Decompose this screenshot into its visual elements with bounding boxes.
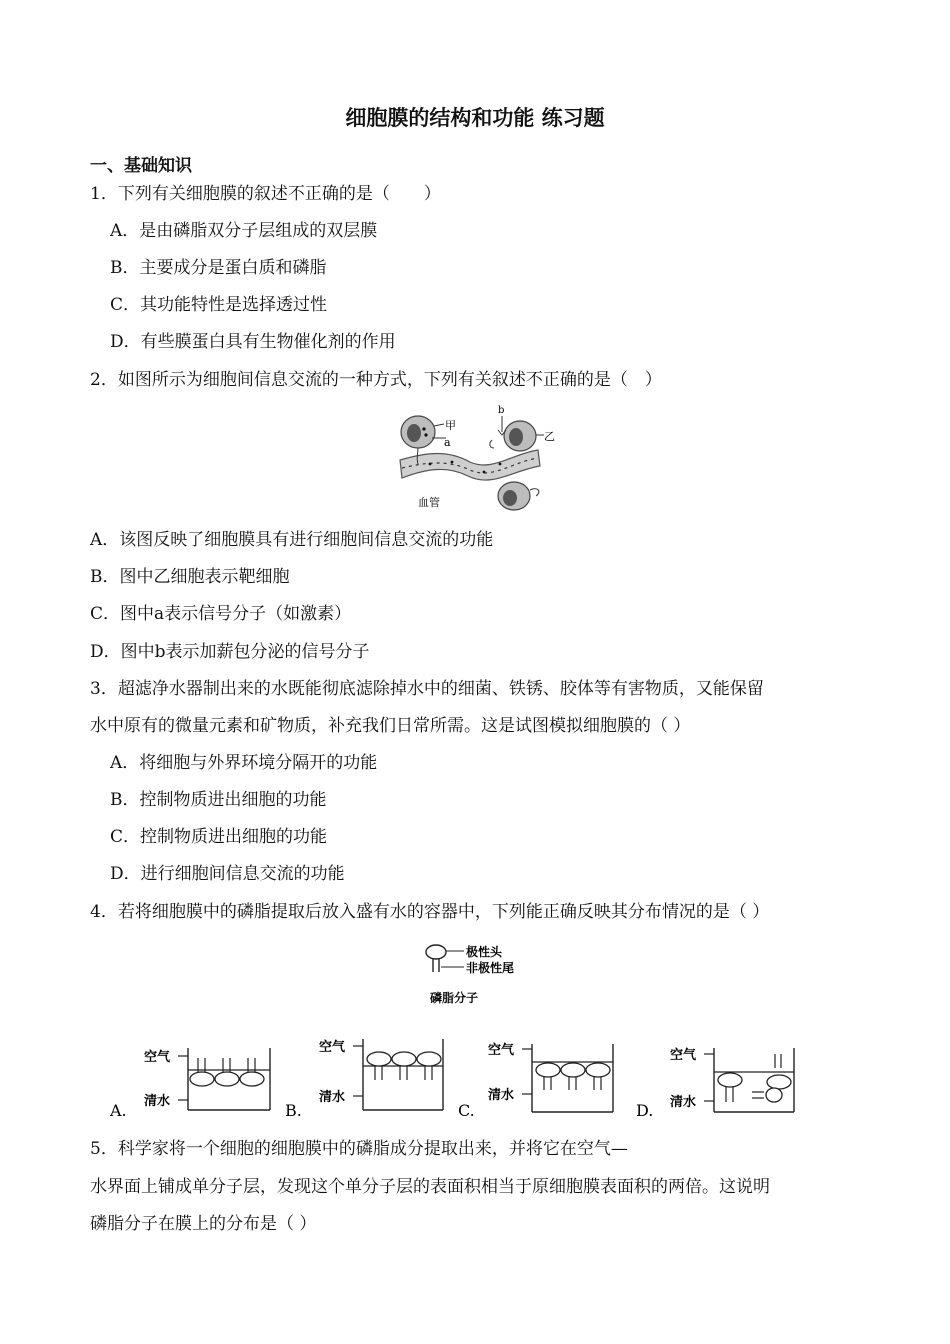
- question-5-stem-line-2: 水界面上铺成单分子层，发现这个单分子层的表面积相当于原细胞膜表面积的两倍。这说明: [90, 1177, 770, 1197]
- choice-a-label: A.: [110, 1101, 127, 1120]
- question-3-stem-line-2: 水中原有的微量元素和矿物质，补充我们日常所需。这是试图模拟细胞膜的（ ）: [90, 716, 691, 736]
- question-5-stem-line-3: 磷脂分子在膜上的分布是（ ）: [90, 1214, 317, 1234]
- question-3-option-c: C．控制物质进出细胞的功能: [110, 827, 328, 847]
- choice-b-label: B.: [285, 1101, 302, 1120]
- choice-c-diagram: [458, 1040, 628, 1120]
- page-title: 细胞膜的结构和功能 练习题: [345, 106, 605, 130]
- air-label: 空气: [670, 1048, 697, 1063]
- question-1-stem: 1．下列有关细胞膜的叙述不正确的是（ ）: [90, 184, 441, 204]
- water-label: 清水: [670, 1095, 697, 1110]
- blood-vessel: [400, 450, 540, 480]
- question-2-stem: 2．如图所示为细胞间信息交流的一种方式，下列有关叙述不正确的是（ ）: [90, 370, 662, 390]
- choice-d-diagram: [636, 1042, 806, 1120]
- question-2-option-c: C．图中a表示信号分子（如激素）: [90, 604, 352, 624]
- question-3-option-a: A．将细胞与外界环境分隔开的功能: [110, 753, 378, 773]
- question-1-option-d: D．有些膜蛋白具有生物催化剂的作用: [110, 332, 396, 352]
- choice-b-diagram: [285, 1035, 455, 1120]
- label-polar-head: 极性头: [466, 945, 503, 959]
- label-nonpolar-tail: 非极性尾: [466, 961, 515, 975]
- choice-d-label: D.: [636, 1101, 654, 1120]
- label-vessel: 血管: [418, 496, 440, 509]
- figure-caption: 磷脂分子: [430, 991, 479, 1005]
- air-label: 空气: [319, 1040, 346, 1055]
- phospholipid-legend: [420, 940, 540, 1012]
- question-2-option-a: A．该图反映了细胞膜具有进行细胞间信息交流的功能: [90, 530, 494, 550]
- question-3-stem-line-1: 3．超滤净水器制出来的水既能彻底滤除掉水中的细菌、铁锈、胶体等有害物质，又能保留: [90, 679, 764, 699]
- question-3-option-b: B．控制物质进出细胞的功能: [110, 790, 327, 810]
- question-2-option-d: D．图中b表示加薪包分泌的信号分子: [90, 642, 370, 662]
- air-label: 空气: [488, 1043, 515, 1058]
- section-heading: 一、基础知识: [90, 156, 192, 176]
- cell-signaling-figure: [388, 402, 555, 514]
- water-label: 清水: [144, 1094, 171, 1109]
- choice-a-diagram: [110, 1040, 280, 1120]
- water-label: 清水: [319, 1090, 346, 1105]
- question-4-stem: 4．若将细胞膜中的磷脂提取后放入盛有水的容器中，下列能正确反映其分布情况的是（ ）: [90, 902, 770, 922]
- label-a: a: [444, 436, 451, 449]
- water-label: 清水: [488, 1088, 515, 1103]
- question-1-option-b: B．主要成分是蛋白质和磷脂: [110, 258, 327, 278]
- question-3-option-d: D．进行细胞间信息交流的功能: [110, 864, 345, 884]
- label-jia: 甲: [445, 419, 456, 432]
- label-yi: 乙: [544, 430, 555, 443]
- label-b: b: [498, 405, 505, 416]
- choice-c-label: C.: [458, 1101, 475, 1120]
- question-5-stem-line-1: 5．科学家将一个细胞的细胞膜中的磷脂成分提取出来，并将它在空气—: [90, 1139, 628, 1159]
- question-2-option-b: B．图中乙细胞表示靶细胞: [90, 567, 290, 587]
- question-1-option-a: A．是由磷脂双分子层组成的双层膜: [110, 221, 378, 241]
- air-label: 空气: [144, 1050, 171, 1065]
- question-1-option-c: C．其功能特性是选择透过性: [110, 295, 328, 315]
